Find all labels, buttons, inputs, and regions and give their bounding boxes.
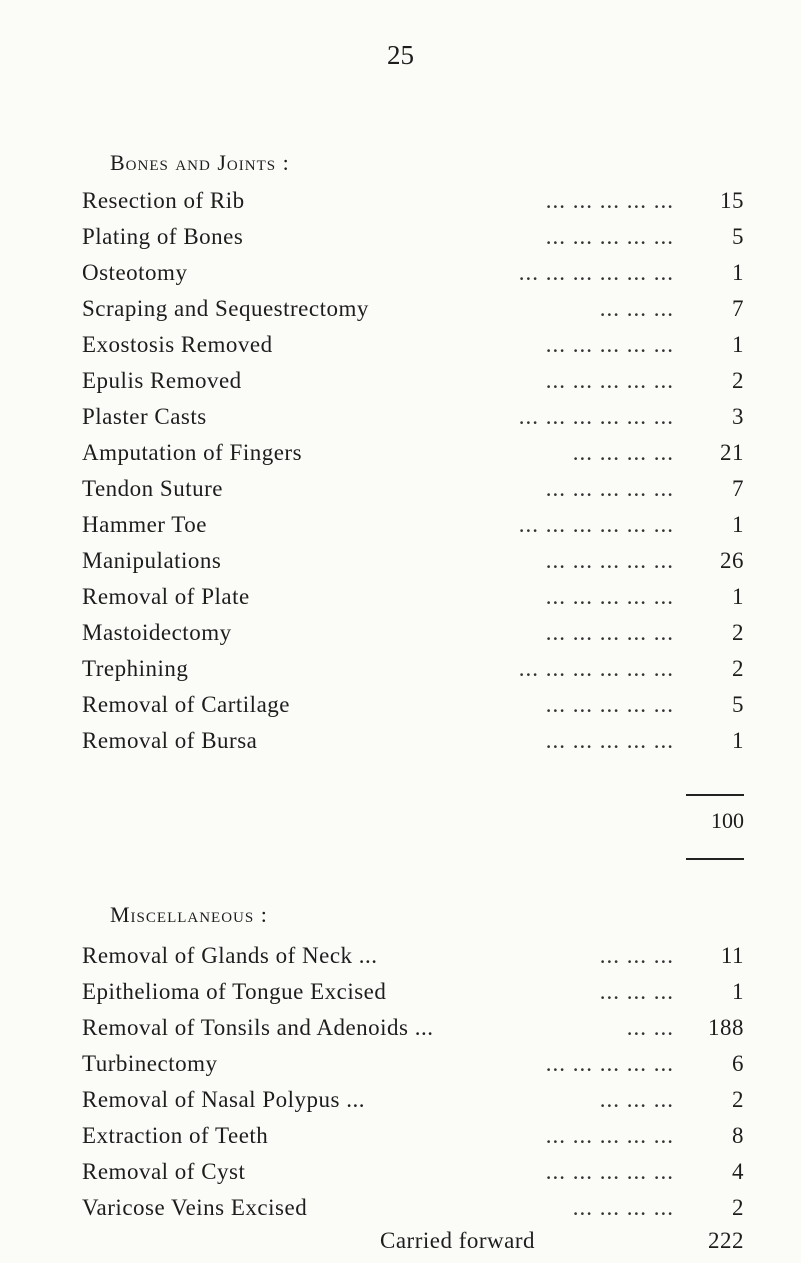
row-count: 7 — [732, 476, 744, 501]
leader-dots: ... ... ... ... ... ... — [518, 404, 674, 429]
table-row — [82, 1015, 744, 1045]
row-count: 2 — [732, 620, 744, 645]
leader-dots: ... ... ... ... ... — [545, 692, 674, 717]
table-row — [82, 296, 744, 326]
bones-total: 100 — [711, 808, 744, 833]
row-count: 3 — [732, 404, 744, 429]
row-count: 2 — [732, 1087, 744, 1112]
row-label: Removal of Plate — [82, 584, 250, 609]
leader-dots: ... ... ... ... ... — [545, 548, 674, 573]
row-count: 5 — [732, 692, 744, 717]
section-heading-miscellaneous: Miscellaneous : — [110, 902, 268, 927]
row-label: Exostosis Removed — [82, 332, 273, 357]
leader-dots: ... ... ... ... — [572, 1195, 674, 1220]
row-count: 2 — [732, 1195, 744, 1220]
row-label: Osteotomy — [82, 260, 188, 285]
row-count: 11 — [720, 943, 744, 968]
table-row — [82, 224, 744, 254]
carried-forward-label: Carried forward — [380, 1228, 536, 1253]
table-row — [82, 188, 744, 218]
leader-dots: ... ... ... ... ... ... — [518, 260, 674, 285]
leader-dots: ... ... ... — [599, 943, 674, 968]
row-count: 5 — [732, 224, 744, 249]
leader-dots: ... ... ... — [599, 979, 674, 1004]
leader-dots: ... ... ... ... ... — [545, 620, 674, 645]
leader-dots: ... ... ... ... ... — [545, 1159, 674, 1184]
table-row — [82, 332, 744, 362]
table-row — [82, 476, 744, 506]
leader-dots: ... ... ... ... ... — [545, 1051, 674, 1076]
row-label: Epithelioma of Tongue Excised — [82, 979, 387, 1004]
row-label: Mastoidectomy — [82, 620, 232, 645]
table-row — [82, 1123, 744, 1153]
row-count: 8 — [732, 1123, 744, 1148]
table-row — [82, 943, 744, 973]
table-row — [82, 692, 744, 722]
row-count: 21 — [720, 440, 744, 465]
row-label: Removal of Tonsils and Adenoids ... — [82, 1015, 434, 1040]
leader-dots: ... ... ... ... ... — [545, 1123, 674, 1148]
leader-dots: ... ... ... ... ... — [545, 728, 674, 753]
row-label: Trephining — [82, 656, 189, 681]
table-row — [82, 512, 744, 542]
row-count: 15 — [720, 188, 744, 213]
row-label: Removal of Cyst — [82, 1159, 246, 1184]
table-row — [82, 584, 744, 614]
table-row — [82, 1087, 744, 1117]
row-count: 1 — [732, 584, 744, 609]
leader-dots: ... ... ... ... ... — [545, 188, 674, 213]
row-count: 1 — [732, 512, 744, 537]
leader-dots: ... ... — [626, 1015, 674, 1040]
carried-forward-value: 222 — [708, 1228, 744, 1253]
table-row — [82, 728, 744, 758]
leader-dots: ... ... ... ... ... — [545, 476, 674, 501]
row-count: 6 — [732, 1051, 744, 1076]
row-count: 26 — [720, 548, 744, 573]
row-label: Resection of Rib — [82, 188, 245, 213]
table-row — [82, 656, 744, 686]
section-heading-bones-and-joints: Bones and Joints : — [110, 150, 290, 175]
table-row — [82, 1195, 744, 1225]
row-label: Tendon Suture — [82, 476, 223, 501]
table-row — [82, 548, 744, 578]
row-label: Epulis Removed — [82, 368, 242, 393]
row-label: Removal of Nasal Polypus ... — [82, 1087, 365, 1112]
table-row — [82, 404, 744, 434]
total-rule-bottom — [686, 858, 744, 860]
row-count: 188 — [708, 1015, 744, 1040]
table-row — [82, 1051, 744, 1081]
leader-dots: ... ... ... ... ... ... — [518, 512, 674, 537]
row-label: Plating of Bones — [82, 224, 244, 249]
leader-dots: ... ... ... ... ... — [545, 332, 674, 357]
table-row — [82, 979, 744, 1009]
row-count: 1 — [732, 728, 744, 753]
row-label: Plaster Casts — [82, 404, 207, 429]
row-label: Extraction of Teeth — [82, 1123, 269, 1148]
leader-dots: ... ... ... ... ... — [545, 368, 674, 393]
row-label: Removal of Cartilage — [82, 692, 290, 717]
row-label: Manipulations — [82, 548, 222, 573]
leader-dots: ... ... ... ... ... — [545, 584, 674, 609]
table-row — [82, 1159, 744, 1189]
row-count: 2 — [732, 368, 744, 393]
row-label: Turbinectomy — [82, 1051, 218, 1076]
total-rule-top — [686, 794, 744, 796]
row-label: Removal of Bursa — [82, 728, 258, 753]
row-count: 1 — [732, 979, 744, 1004]
row-count: 1 — [732, 260, 744, 285]
row-label: Scraping and Sequestrectomy — [82, 296, 369, 321]
row-label: Varicose Veins Excised — [82, 1195, 308, 1220]
table-row — [82, 440, 744, 470]
leader-dots: ... ... ... — [599, 296, 674, 321]
row-label: Amputation of Fingers — [82, 440, 303, 465]
table-row — [82, 368, 744, 398]
row-label: Hammer Toe — [82, 512, 207, 537]
table-row — [82, 620, 744, 650]
row-count: 7 — [732, 296, 744, 321]
row-count: 2 — [732, 656, 744, 681]
row-label: Removal of Glands of Neck ... — [82, 943, 378, 968]
leader-dots: ... ... ... ... ... ... — [518, 656, 674, 681]
table-row — [82, 260, 744, 290]
leader-dots: ... ... ... — [599, 1087, 674, 1112]
page-number: 25 — [387, 40, 414, 70]
row-count: 4 — [732, 1159, 744, 1184]
row-count: 1 — [732, 332, 744, 357]
leader-dots: ... ... ... ... — [572, 440, 674, 465]
leader-dots: ... ... ... ... ... — [545, 224, 674, 249]
